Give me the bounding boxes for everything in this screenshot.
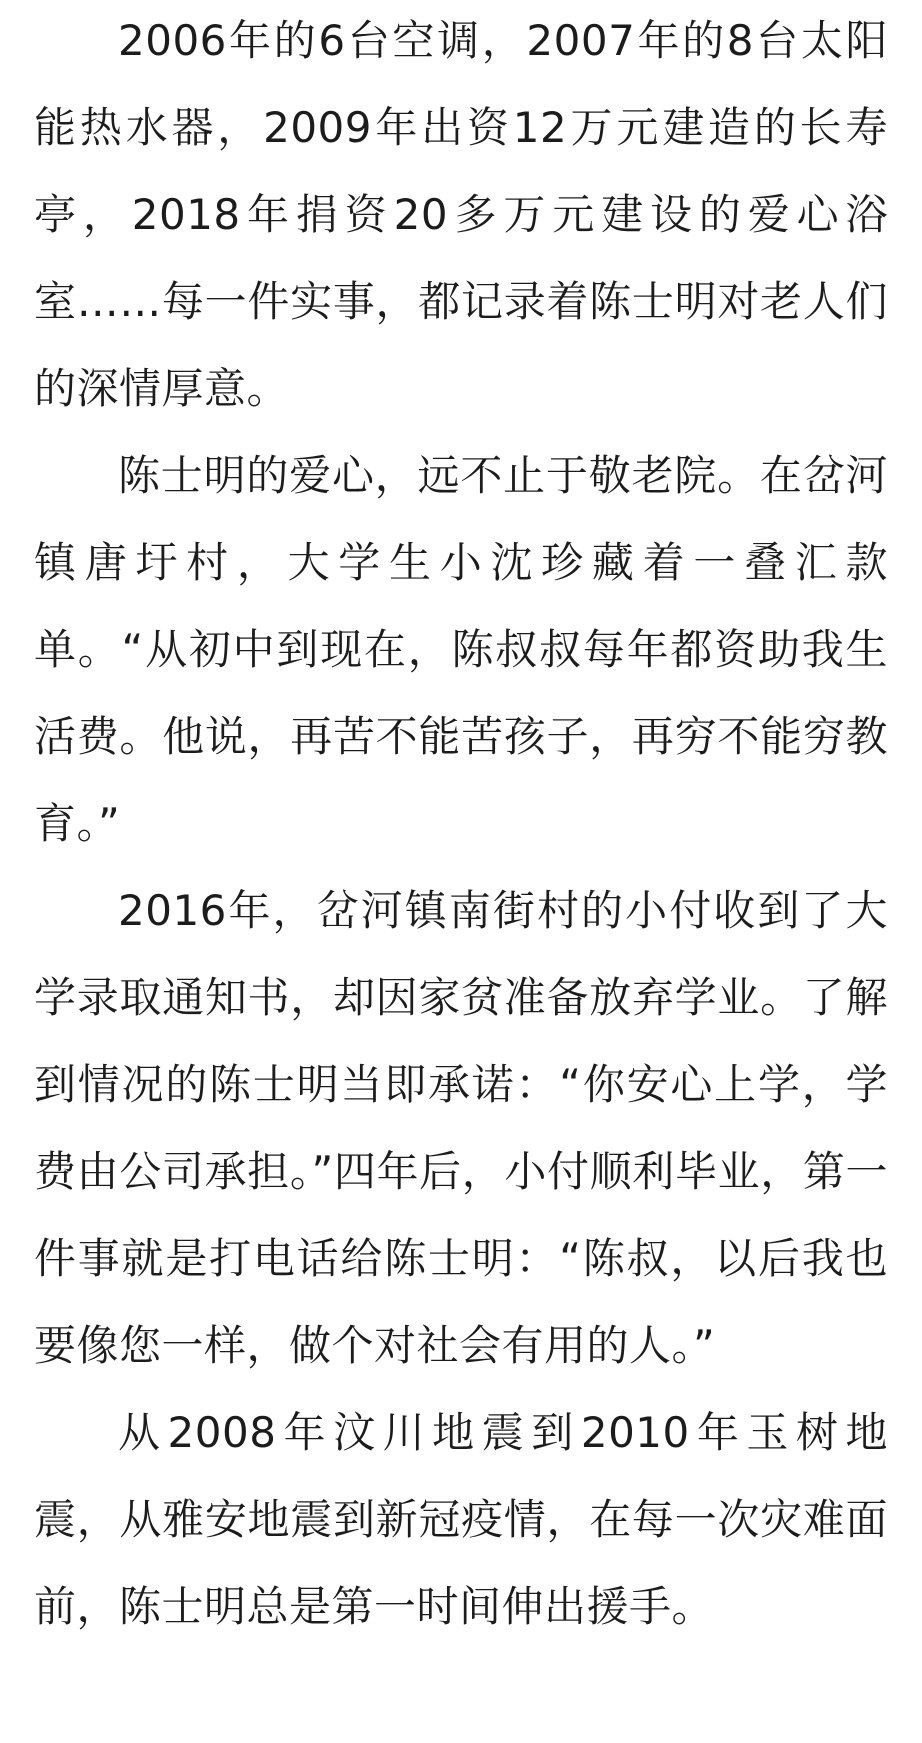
paragraph-student-sponsorship: 陈士明的爱心，远不止于敬老院。在岔河镇唐圩村，大学生小沈珍藏着一叠汇款单。“从初中到现在，陈叔叔每年都资助我生活费。他说，再苦不能苦孩子，再穷不能穷教育。” [34,451,888,848]
paragraph-disaster-relief: 从2008年汶川地震到2010年玉树地震，从雅安地震到新冠疫情，在每一次灾难面前，陈士明总是第一时间伸出援手。 [34,1408,888,1631]
paragraph-university-tuition: 2016年，岔河镇南街村的小付收到了大学录取通知书，却因家贫准备放弃学业。了解到情况的陈士明当即承诺：“你安心上学，学费由公司承担。”四年后，小付顺利毕业，第一件事就是打电话给陈士明：“陈叔，以后我也要像您一样，做个对社会有用的人。” [34,886,888,1370]
paragraph-air-conditioners: 2006年的6台空调，2007年的8台太阳能热水器，2009年出资12万元建造的长寿亭，2018年捐资20多万元建设的爱心浴室……每一件实事，都记录着陈士明对老人们的深情厚意。 [34,16,888,413]
